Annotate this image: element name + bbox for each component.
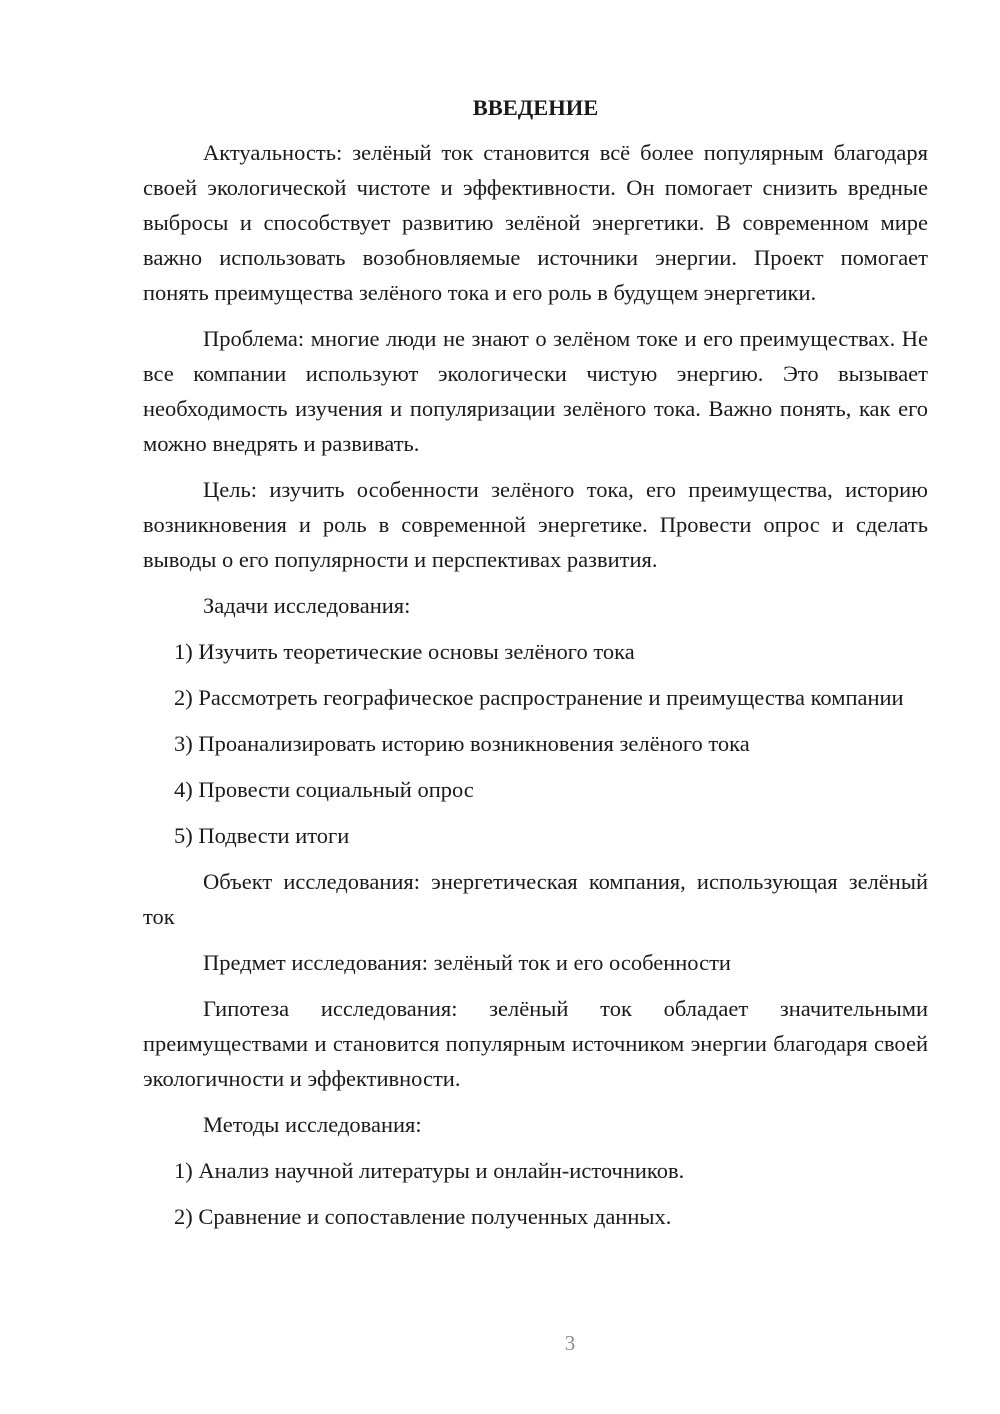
task-item: 3) Проанализировать историю возникновения зелёного тока <box>174 731 750 756</box>
page-content <box>143 90 928 1245</box>
problem-paragraph: Проблема: многие люди не знают о зелёном токе и его преимуществах. Не все компании используют экологически чистую энергию. Это вызывает необходимость изучения и популяризации зелёного тока. Важно понять, как его можно внедрять и развивать. <box>143 326 928 456</box>
task-item: 4) Провести социальный опрос <box>174 777 474 802</box>
object-paragraph: Объект исследования: энергетическая компания, использующая зелёный ток <box>143 869 928 929</box>
task-item: 1) Изучить теоретические основы зелёного тока <box>174 639 635 664</box>
methods-title: Методы исследования: <box>203 1112 422 1137</box>
task-item: 2) Рассмотреть географическое распространение и преимущества компании <box>174 685 904 710</box>
task-item: 5) Подвести итоги <box>174 823 350 848</box>
goal-paragraph: Цель: изучить особенности зелёного тока, его преимущества, историю возникновения и роль в современной энергетике. Провести опрос и сделать выводы о его популярности и перспективах развития. <box>143 477 928 572</box>
method-item: 2) Сравнение и сопоставление полученных данных. <box>174 1204 672 1229</box>
method-item: 1) Анализ научной литературы и онлайн-источников. <box>174 1158 685 1183</box>
tasks-list <box>143 634 928 853</box>
subject-paragraph: Предмет исследования: зелёный ток и его особенности <box>203 950 731 975</box>
hypothesis-paragraph: Гипотеза исследования: зелёный ток обладает значительными преимуществами и становится популярным источником энергии благодаря своей экологичности и эффективности. <box>143 996 928 1091</box>
page-number: 3 <box>564 1331 576 1355</box>
section-heading: ВВЕДЕНИЕ <box>472 95 599 120</box>
methods-list <box>143 1153 928 1234</box>
tasks-title: Задачи исследования: <box>203 593 411 618</box>
actuality-paragraph: Актуальность: зелёный ток становится всё более популярным благодаря своей экологической чистоте и эффективности. Он помогает снизить вредные выбросы и способствует развитию зелёной энергетики. В современном мире важно использовать возобновляемые источники энергии. Проект помогает понять преимущества зелёного тока и его роль в будущем энергетики. <box>143 140 928 305</box>
